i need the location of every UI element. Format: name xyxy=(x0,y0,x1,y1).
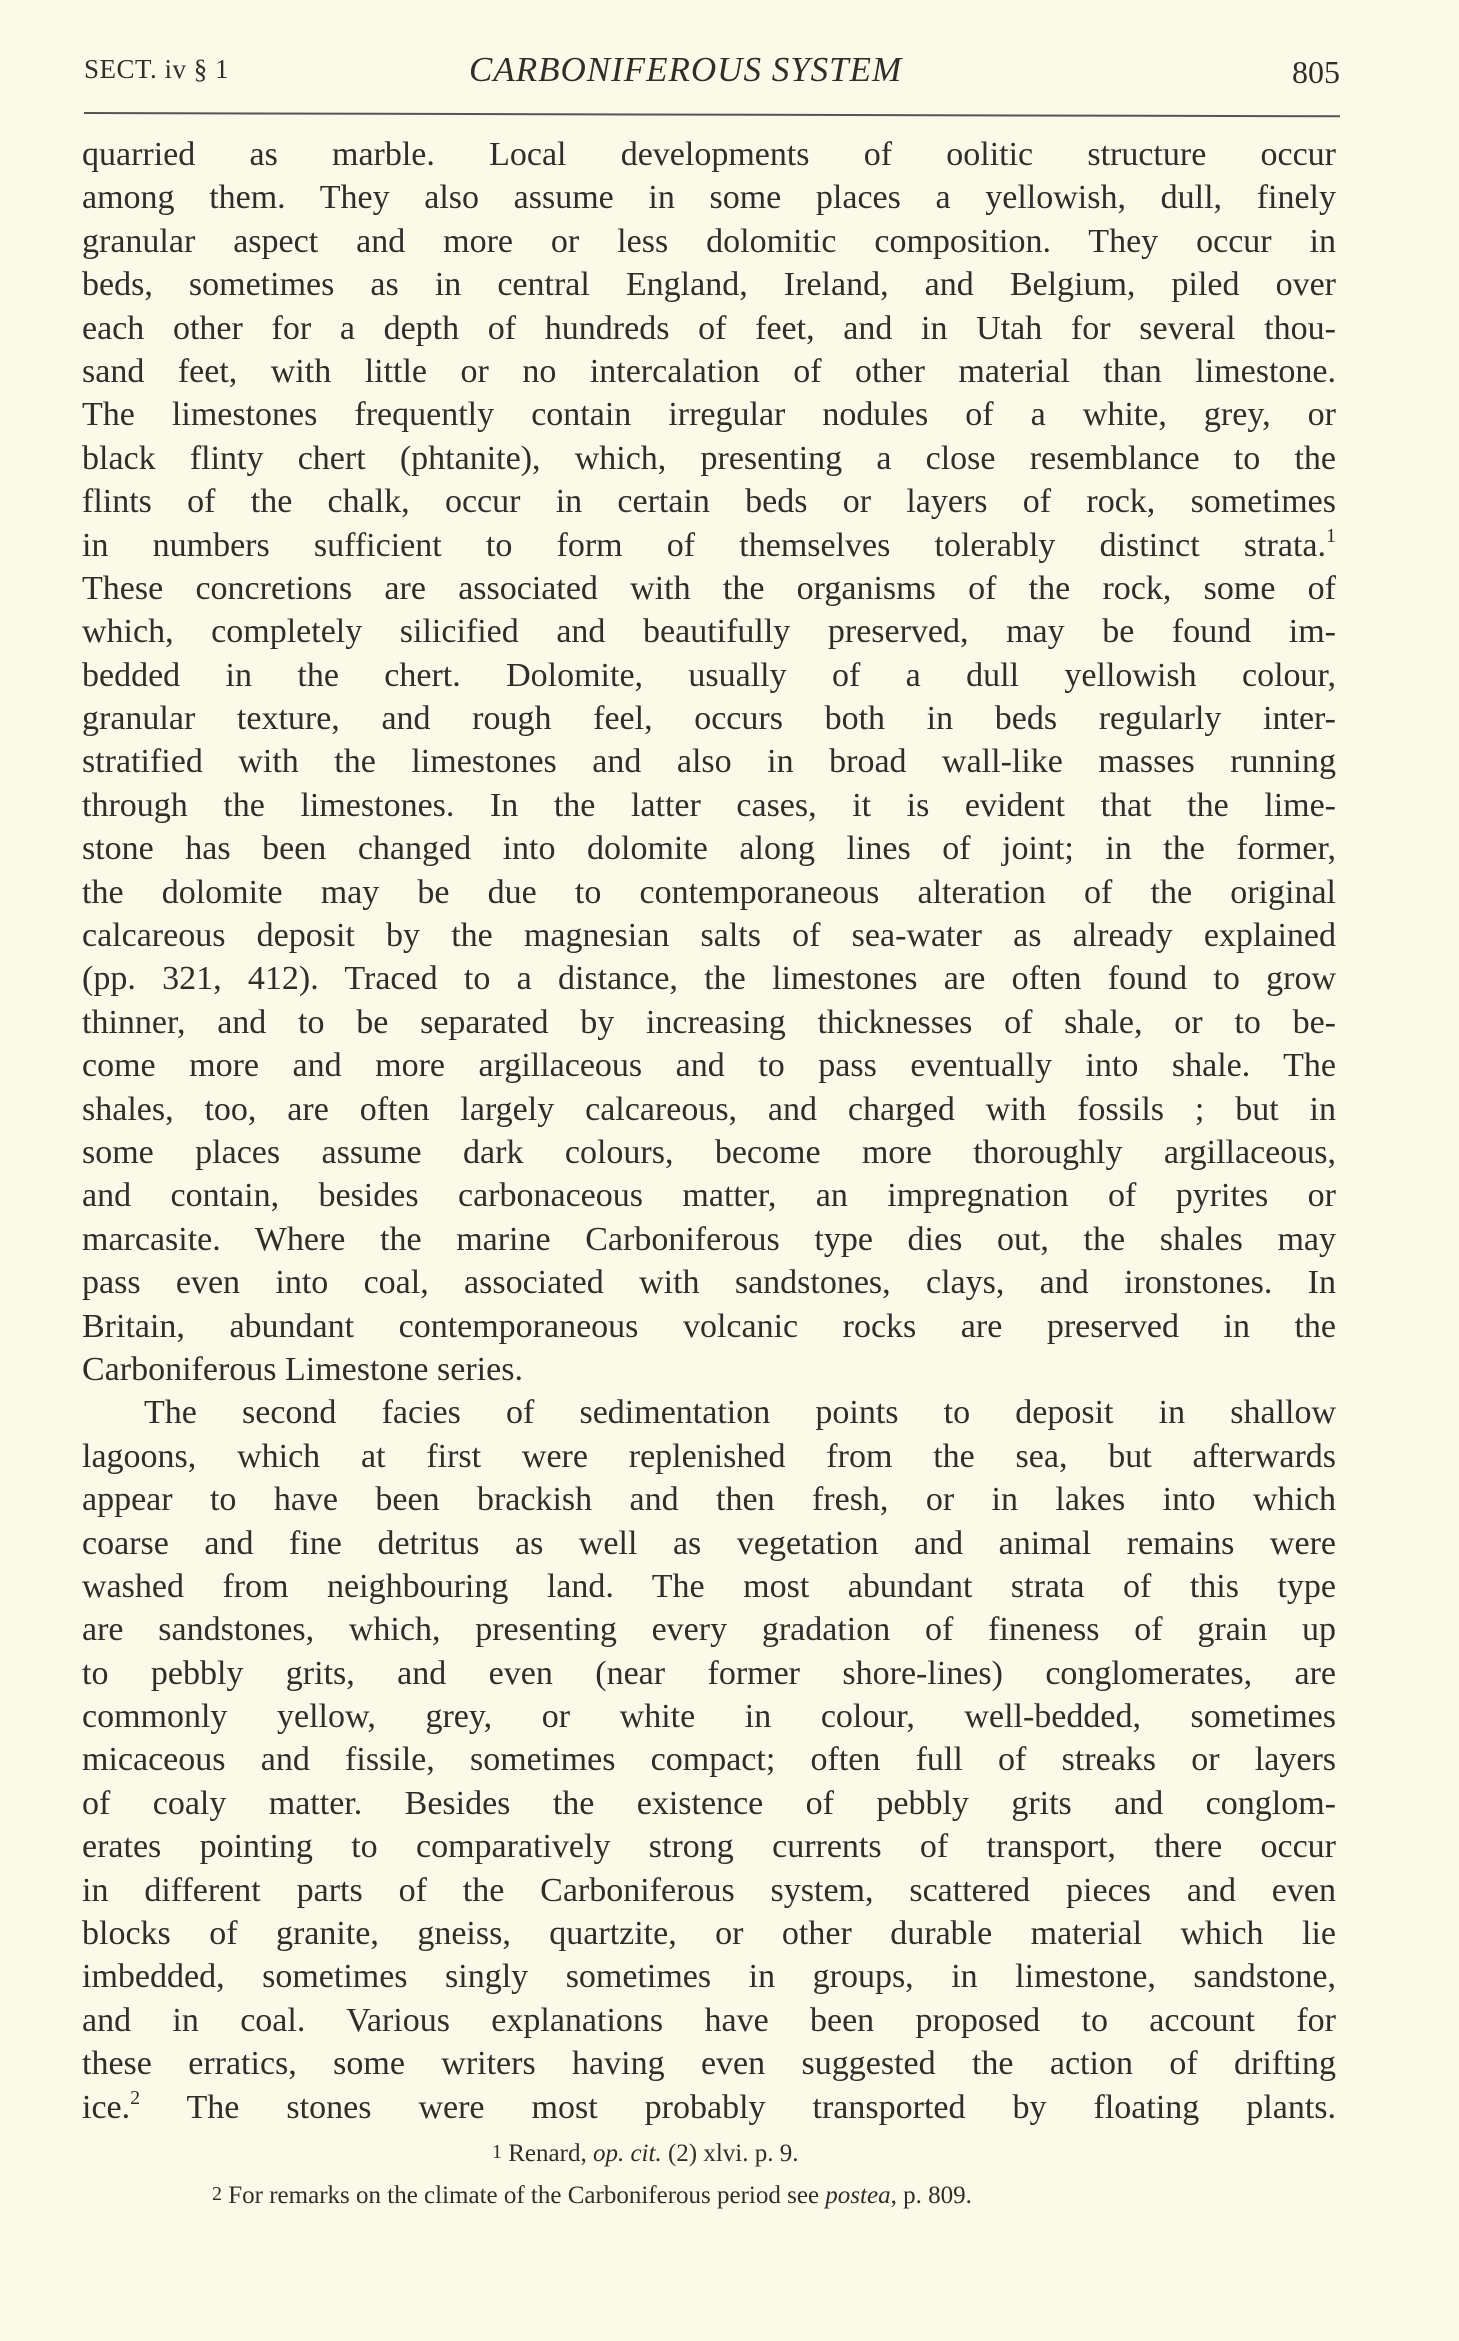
line-text: sand feet, with little or no intercalation of other material than limestone. xyxy=(82,352,1336,390)
line-text: erates pointing to comparatively strong currents of transport, there occur xyxy=(82,1828,1336,1866)
text-line xyxy=(82,827,1336,870)
footnote-italic: op. cit. xyxy=(592,2140,662,2167)
text-line xyxy=(82,437,1336,480)
line-text: marcasite. Where the marine Carboniferous type dies out, the shales may xyxy=(82,1220,1336,1258)
line-text: granular texture, and rough feel, occurs both in beds regularly inter- xyxy=(82,700,1336,738)
text-line xyxy=(82,654,1336,697)
text-line xyxy=(82,1131,1336,1174)
text-line xyxy=(82,1044,1336,1087)
text-line xyxy=(82,1738,1336,1781)
text-line xyxy=(82,1999,1336,2042)
line-text: are sandstones, which, presenting every gradation of fineness of grain up xyxy=(82,1611,1336,1649)
text-line xyxy=(82,1782,1336,1825)
line-text: flints of the chalk, occur in certain beds or layers of rock, sometimes xyxy=(82,483,1336,521)
text-line xyxy=(82,957,1336,1000)
text-line xyxy=(82,524,1336,567)
line-text: of coaly matter. Besides the existence of pebbly grits and conglom- xyxy=(82,1784,1336,1822)
text-line xyxy=(82,2042,1336,2085)
text-line xyxy=(82,1565,1336,1608)
footnote-italic: postea xyxy=(825,2182,891,2209)
line-text: blocks of granite, gneiss, quartzite, or other durable material which lie xyxy=(82,1915,1336,1953)
running-header xyxy=(84,50,1340,94)
text-line xyxy=(82,350,1336,393)
line-text: and contain, besides carbonaceous matter, an impregnation of pyrites or xyxy=(82,1177,1336,1215)
line-text: shales, too, are often largely calcareous, and charged with fossils ; but in xyxy=(82,1090,1336,1128)
line-text: come more and more argillaceous and to pass eventually into shale. The xyxy=(82,1047,1336,1085)
footnote-mark: 2 xyxy=(212,2183,222,2205)
line-text: among them. They also assume in some places a yellowish, dull, finely xyxy=(82,179,1336,217)
text-line xyxy=(82,1695,1336,1738)
text-line xyxy=(82,1522,1336,1565)
text-line xyxy=(82,1218,1336,1261)
text-line xyxy=(82,871,1336,914)
footnote-text: For remarks on the climate of the Carboniferous period see xyxy=(222,2182,826,2209)
line-text: in different parts of the Carboniferous system, scattered pieces and even xyxy=(82,1871,1336,1909)
text-line xyxy=(82,1305,1336,1348)
text-line xyxy=(82,1478,1336,1521)
line-text: lagoons, which at first were replenished from the sea, but afterwards xyxy=(82,1437,1336,1475)
line-text: The second facies of sedimentation points to deposit in shallow xyxy=(144,1394,1336,1432)
footnote-text: , p. 809. xyxy=(890,2182,972,2209)
line-text: black flinty chert (phtanite), which, presenting a close resemblance to the xyxy=(82,439,1336,477)
line-text: These concretions are associated with the organisms of the rock, some of xyxy=(82,569,1336,607)
line-text: pass even into coal, associated with sandstones, clays, and ironstones. In xyxy=(82,1264,1336,1302)
text-line xyxy=(82,1912,1336,1955)
text-line xyxy=(82,176,1336,219)
text-line xyxy=(82,133,1336,176)
line-text: Britain, abundant contemporaneous volcanic rocks are preserved in the xyxy=(82,1307,1336,1345)
text-line xyxy=(82,307,1336,350)
line-text: some places assume dark colours, become more thoroughly argillaceous, xyxy=(82,1133,1336,1171)
line-text: through the limestones. In the latter cases, it is evident that the lime- xyxy=(82,786,1336,824)
page-number: 805 xyxy=(1292,54,1340,90)
text-line xyxy=(82,1652,1336,1695)
text-line xyxy=(82,1435,1336,1478)
line-text: commonly yellow, grey, or white in colour, well-bedded, sometimes xyxy=(82,1698,1336,1736)
line-text: The limestones frequently contain irregular nodules of a white, grey, or xyxy=(82,396,1336,434)
line-text: imbedded, sometimes singly sometimes in groups, in limestone, sandstone, xyxy=(82,1958,1336,1996)
footnote-text: Renard, xyxy=(502,2140,593,2167)
footnote-mark: 1 xyxy=(492,2141,502,2163)
line-text: stratified with the limestones and also in broad wall-like masses running xyxy=(82,743,1336,781)
footnote-2 xyxy=(212,2182,972,2210)
text-line xyxy=(82,740,1336,783)
text-line xyxy=(82,697,1336,740)
text-line xyxy=(82,1348,1336,1391)
line-text: washed from neighbouring land. The most abundant strata of this type xyxy=(82,1567,1336,1605)
line-text: The stones were most probably transported by floating plants. xyxy=(140,2088,1336,2126)
text-line xyxy=(82,1869,1336,1912)
line-text: beds, sometimes as in central England, Ireland, and Belgium, piled over xyxy=(82,266,1336,304)
footnote-reference: 1 xyxy=(1326,524,1336,547)
line-text: and in coal. Various explanations have been proposed to account for xyxy=(82,2001,1336,2039)
line-text: calcareous deposit by the magnesian salts of sea-water as already explained xyxy=(82,917,1336,955)
line-text: which, completely silicified and beautifully preserved, may be found im- xyxy=(82,613,1336,651)
text-line xyxy=(82,1955,1336,1998)
footnote-reference: 2 xyxy=(130,2086,141,2109)
line-text: quarried as marble. Local developments of oolitic structure occur xyxy=(82,136,1336,173)
text-line xyxy=(82,1001,1336,1044)
line-text: the dolomite may be due to contemporaneous alteration of the original xyxy=(82,873,1336,911)
running-title: CARBONIFEROUS SYSTEM xyxy=(469,50,903,89)
text-line xyxy=(82,2086,1336,2129)
line-text: granular aspect and more or less dolomitic composition. They occur in xyxy=(82,222,1336,260)
line-text: (pp. 321, 412). Traced to a distance, the limestones are often found to grow xyxy=(82,960,1336,998)
text-line xyxy=(82,610,1336,653)
footnote-1 xyxy=(492,2140,799,2168)
line-text: to pebbly grits, and even (near former shore-lines) conglomerates, are xyxy=(82,1654,1336,1692)
text-line xyxy=(82,480,1336,523)
section-label: SECT. iv § 1 xyxy=(84,54,230,84)
text-line xyxy=(82,393,1336,436)
text-line xyxy=(82,1391,1336,1434)
line-text: appear to have been brackish and then fresh, or in lakes into which xyxy=(82,1481,1336,1519)
footnote-text: (2) xlvi. p. 9. xyxy=(661,2140,799,2167)
text-line xyxy=(82,220,1336,263)
line-text: in numbers sufficient to form of themselves tolerably distinct strata. xyxy=(82,526,1326,564)
text-line xyxy=(82,914,1336,957)
text-line xyxy=(82,567,1336,610)
line-text: thinner, and to be separated by increasing thicknesses of shale, or to be- xyxy=(82,1003,1336,1041)
text-line xyxy=(82,1825,1336,1868)
text-line xyxy=(82,1174,1336,1217)
header-rule xyxy=(84,112,1340,117)
line-text: each other for a depth of hundreds of feet, and in Utah for several thou- xyxy=(82,309,1336,347)
text-line xyxy=(82,1608,1336,1651)
body-text xyxy=(82,133,1336,2129)
line-text: Carboniferous Limestone series. xyxy=(82,1350,523,1388)
text-line xyxy=(82,784,1336,827)
text-line xyxy=(82,1088,1336,1131)
line-text: stone has been changed into dolomite along lines of joint; in the former, xyxy=(82,830,1336,868)
text-line xyxy=(82,1261,1336,1304)
line-text: these erratics, some writers having even suggested the action of drifting xyxy=(82,2045,1336,2083)
line-text: bedded in the chert. Dolomite, usually of a dull yellowish colour, xyxy=(82,656,1336,694)
line-text: ice. xyxy=(82,2088,131,2126)
text-line xyxy=(82,263,1336,306)
line-text: micaceous and fissile, sometimes compact; often full of streaks or layers xyxy=(82,1741,1336,1779)
line-text: coarse and fine detritus as well as vegetation and animal remains were xyxy=(82,1524,1336,1562)
